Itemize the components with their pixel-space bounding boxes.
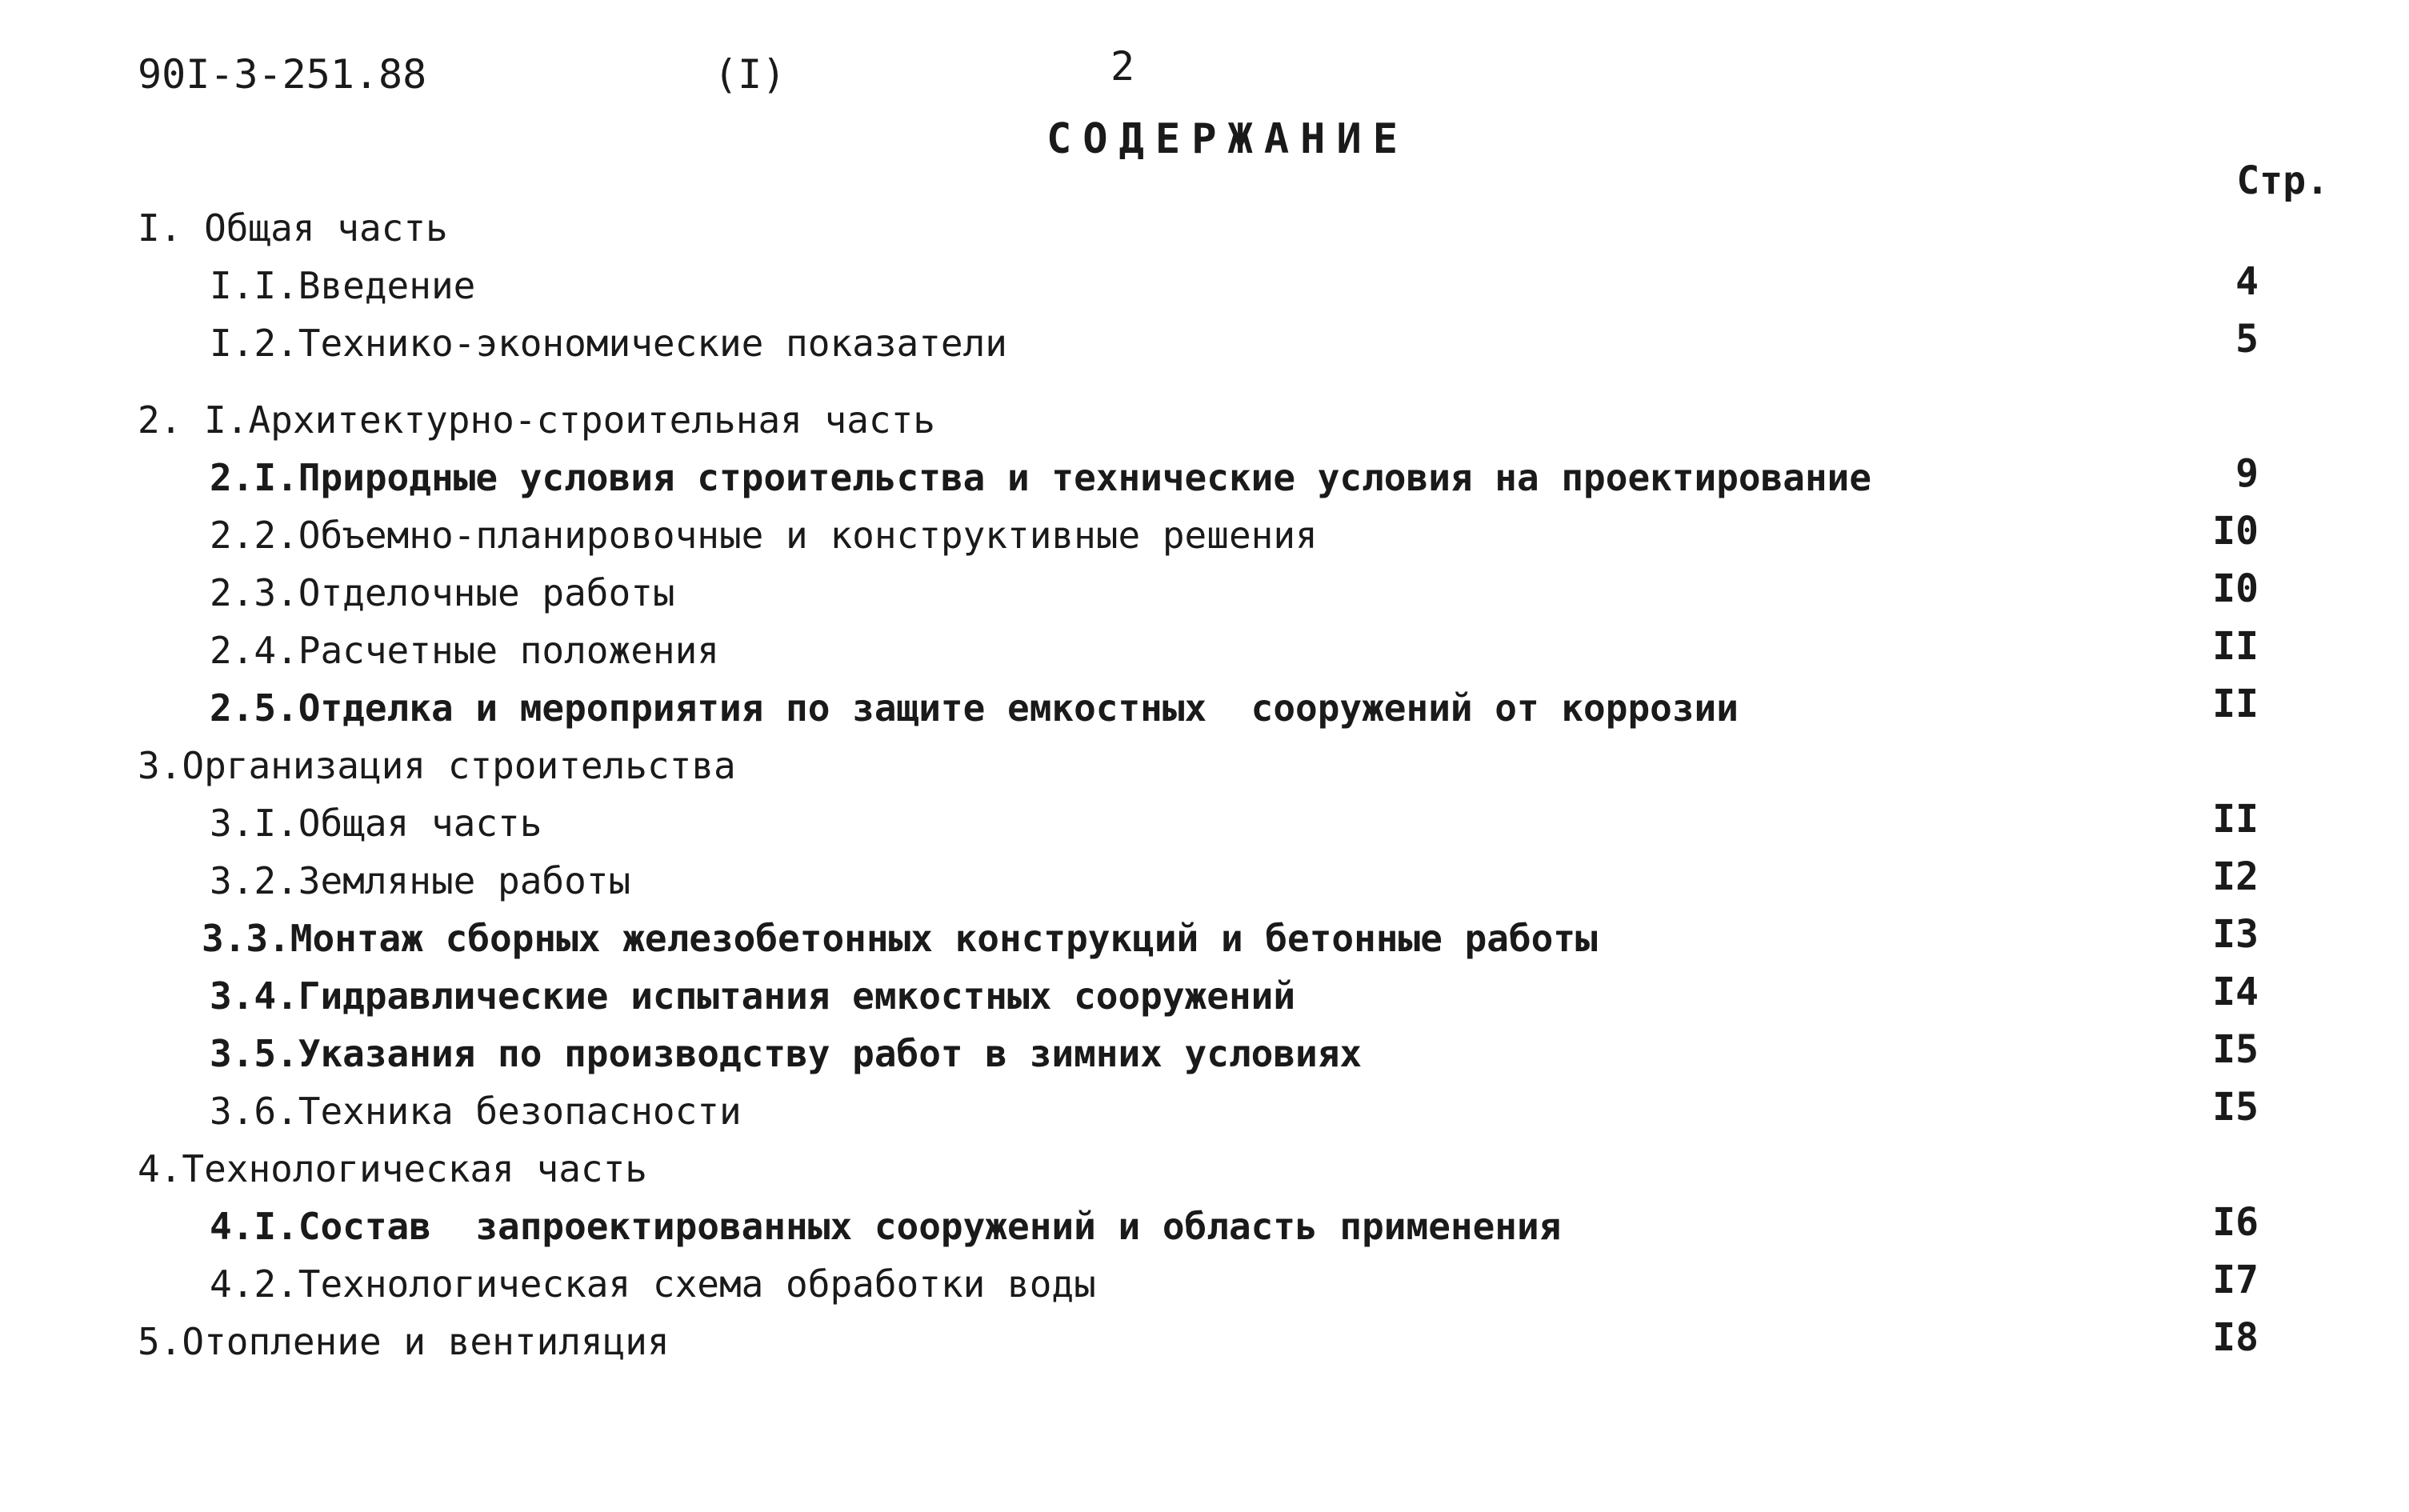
toc-item (0, 509, 2409, 565)
toc-item (0, 912, 2409, 968)
toc-entry-page: 9 (2235, 451, 2259, 496)
toc-entry-text: 2.I.Природные условия строительства и технические условия на проектирование (210, 456, 1872, 499)
document-code: 90I-3-251.88 (138, 51, 427, 98)
toc-item (0, 451, 2409, 507)
page-column-label: Стр. (2236, 158, 2329, 203)
sheet-mark: (I) (714, 51, 786, 98)
toc-entry-text: I.I.Введение (210, 264, 476, 307)
toc-entry-page: I6 (2212, 1200, 2259, 1245)
toc-entry-page: I4 (2212, 970, 2259, 1014)
toc-item (0, 1027, 2409, 1083)
toc-entry-text: 3.6.Техника безопасности (210, 1090, 742, 1133)
toc-item (0, 624, 2409, 680)
toc-entry-text: 3.Организация строительства (138, 744, 736, 787)
toc-entry-text: 4.I.Состав запроектированных сооружений и область применения (210, 1205, 1562, 1248)
toc-entry-page: I2 (2212, 854, 2259, 899)
toc-entry-page: II (2212, 624, 2259, 669)
toc-entry-text: 4.Технологическая часть (138, 1147, 647, 1190)
toc-entry-text: I.2.Технико-экономические показатели (210, 322, 1007, 365)
toc-entry-text: 2.2.Объемно-планировочные и конструктивные решения (210, 514, 1318, 557)
toc-entry-text: 3.5.Указания по производству работ в зимних условиях (210, 1032, 1363, 1075)
toc-item (0, 317, 2409, 373)
toc-item (0, 1200, 2409, 1256)
toc-item (0, 797, 2409, 853)
toc-section (0, 1315, 2409, 1371)
toc-entry-page: I0 (2212, 566, 2259, 611)
page-number: 2 (1110, 43, 1135, 90)
toc-entry-text: 5.Отопление и вентиляция (138, 1320, 670, 1363)
toc-entry-text: 3.I.Общая часть (210, 802, 542, 845)
toc-item (0, 1258, 2409, 1314)
toc-item (0, 854, 2409, 910)
toc-entry-page: I5 (2212, 1085, 2259, 1130)
page-title: СОДЕРЖАНИЕ (1046, 115, 1410, 163)
toc-item (0, 566, 2409, 622)
toc-entry-text: 4.2.Технологическая схема обработки воды (210, 1262, 1096, 1306)
toc-entry-text: 3.4.Гидравлические испытания емкостных сооружений (210, 974, 1296, 1018)
toc-entry-text: I. Общая часть (138, 206, 448, 250)
toc-entry-page: I5 (2212, 1027, 2259, 1072)
toc-section (0, 744, 2409, 795)
toc-item (0, 970, 2409, 1026)
toc-entry-page: 5 (2235, 317, 2259, 362)
toc-entry-text: 2. I.Архитектурно-строительная часть (138, 398, 935, 442)
toc-entry-page: 4 (2235, 259, 2259, 304)
toc-entry-text: 3.2.Земляные работы (210, 859, 631, 902)
toc-section (0, 398, 2409, 450)
toc-item (0, 259, 2409, 315)
toc-entry-page: I3 (2212, 912, 2259, 957)
toc-item (0, 682, 2409, 738)
toc-entry-text: 3.3.Монтаж сборных железобетонных конструкций и бетонные работы (202, 917, 1598, 960)
toc-entry-page: I8 (2212, 1315, 2259, 1360)
toc-entry-text: 2.3.Отделочные работы (210, 571, 675, 614)
toc-entry-page: II (2212, 682, 2259, 726)
toc-entry-page: II (2212, 797, 2259, 842)
toc-entry-text: 2.4.Расчетные положения (210, 629, 719, 672)
toc-section (0, 1147, 2409, 1198)
toc-entry-page: I0 (2212, 509, 2259, 554)
toc-entry-page: I7 (2212, 1258, 2259, 1302)
toc-entry-text: 2.5.Отделка и мероприятия по защите емкостных сооружений от коррозии (210, 686, 1739, 730)
toc-section (0, 206, 2409, 258)
toc-item (0, 1085, 2409, 1141)
